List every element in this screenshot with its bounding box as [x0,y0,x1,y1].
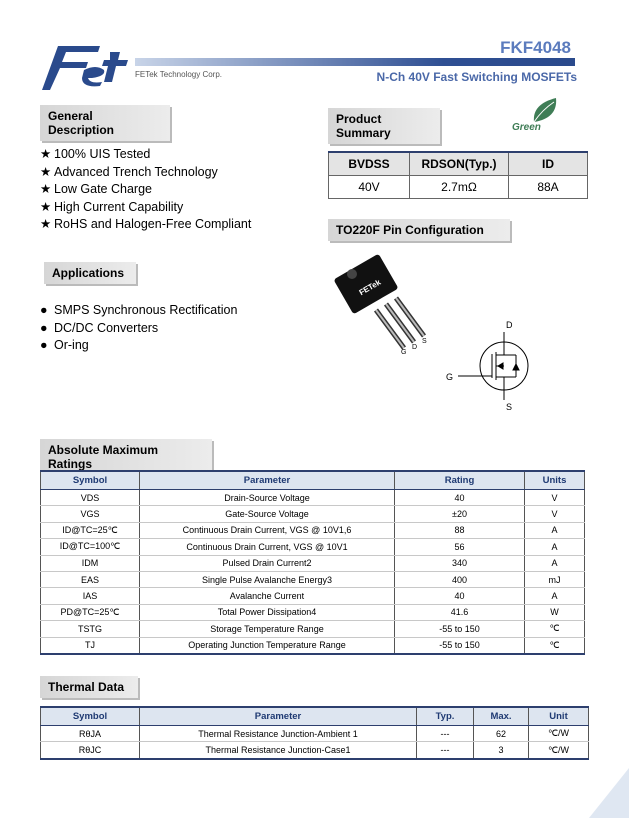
drain-label: D [506,320,513,330]
star-icon: ★ [40,217,52,231]
table-cell-parameter: Gate-Source Voltage [140,506,395,522]
table-cell-units: ℃ [525,637,585,654]
list-item: ● SMPS Synchronous Rectification [40,302,237,320]
source-label: S [506,402,513,412]
table-row [41,555,585,571]
table-cell-units: A [525,522,585,538]
absolute-max-title: Absolute Maximum Ratings [40,439,212,475]
table-cell-symbol: ID@TC=100℃ [41,539,140,555]
table-row [41,742,589,759]
thermal-data-title: Thermal Data [40,676,138,698]
star-icon: ★ [40,182,52,196]
table-cell-typ: --- [417,742,474,759]
table-row [41,506,585,522]
list-item: ● DC/DC Converters [40,320,237,338]
pin-d-label: D [412,344,418,351]
list-item: ● Or-ing [40,337,237,355]
list-item: ★ High Current Capability [40,199,251,217]
table-cell-symbol: VGS [41,506,140,522]
header-bar [135,58,575,66]
summary-value: 2.7mΩ [410,176,509,199]
table-cell-parameter: Continuous Drain Current, VGS @ 10V1 [140,539,395,555]
table-row [41,588,585,604]
table-cell-units: V [525,506,585,522]
table-row [41,539,585,555]
table-row [41,571,585,587]
table-cell-rating: 40 [395,588,525,604]
table-cell-units: A [525,539,585,555]
fetek-logo [40,40,135,92]
summary-value: 40V [329,176,410,199]
table-cell-symbol: TJ [41,637,140,654]
table-cell-rating: 41.6 [395,604,525,620]
table-cell-units: A [525,588,585,604]
applications-list [40,302,237,355]
product-subtitle: N-Ch 40V Fast Switching MOSFETs [376,70,577,84]
table-row [41,604,585,620]
table-cell-max: 3 [474,742,529,759]
table-cell-rating: 56 [395,539,525,555]
absolute-max-table [40,470,585,655]
summary-header: BVDSS [329,152,410,176]
star-icon: ★ [40,147,52,161]
product-summary-table [328,151,588,199]
list-item: ★ 100% UIS Tested [40,146,251,164]
list-item: ★ Advanced Trench Technology [40,164,251,182]
table-cell-parameter: Operating Junction Temperature Range [140,637,395,654]
column-header: Parameter [140,707,417,726]
summary-header: ID [509,152,588,176]
list-item: ★ RoHS and Halogen-Free Compliant [40,216,251,234]
table-cell-symbol: TSTG [41,621,140,637]
table-cell-symbol: VDS [41,490,140,506]
table-row [41,522,585,538]
table-cell-unit: ℃/W [529,726,589,742]
table-cell-units: A [525,555,585,571]
star-icon: ★ [40,199,52,214]
table-cell-rating: 40 [395,490,525,506]
thermal-data-table [40,706,589,760]
page-corner-fold [589,768,629,818]
table-cell-parameter: Thermal Resistance Junction-Ambient 1 [140,726,417,742]
general-description-title: General Description [40,105,170,141]
table-cell-typ: --- [417,726,474,742]
column-header: Symbol [41,471,140,490]
table-cell-symbol: PD@TC=25℃ [41,604,140,620]
table-cell-symbol: RθJA [41,726,140,742]
table-cell-parameter: Thermal Resistance Junction-Case1 [140,742,417,759]
pin-config-title: TO220F Pin Configuration [328,219,510,241]
star-icon: ★ [40,164,52,179]
table-cell-parameter: Total Power Dissipation4 [140,604,395,620]
bullet-icon: ● [40,320,48,335]
table-cell-symbol: RθJC [41,742,140,759]
company-name: FETek Technology Corp. [135,70,223,79]
table-cell-parameter: Drain-Source Voltage [140,490,395,506]
green-label: Green [512,122,541,133]
table-cell-symbol: IAS [41,588,140,604]
bullet-icon: ● [40,338,48,352]
pin-s-label: S [422,338,427,345]
table-cell-parameter: Single Pulse Avalanche Energy3 [140,571,395,587]
pin-configuration-diagram [328,252,588,422]
table-cell-units: ℃ [525,621,585,637]
table-row [41,726,589,742]
bullet-icon: ● [40,303,48,317]
table-cell-parameter: Pulsed Drain Current2 [140,555,395,571]
column-header: Max. [474,707,529,726]
table-cell-rating: ±20 [395,506,525,522]
table-row [41,637,585,654]
mosfet-symbol-icon [458,332,528,400]
table-cell-rating: 400 [395,571,525,587]
features-list [40,146,251,234]
table-cell-units: W [525,604,585,620]
table-cell-parameter: Storage Temperature Range [140,621,395,637]
table-cell-symbol: IDM [41,555,140,571]
summary-value: 88A [509,176,588,199]
table-cell-rating: -55 to 150 [395,621,525,637]
table-cell-symbol: ID@TC=25℃ [41,522,140,538]
table-cell-units: V [525,490,585,506]
table-cell-rating: -55 to 150 [395,637,525,654]
column-header: Parameter [140,471,395,490]
product-summary-title: Product Summary [328,108,440,144]
table-row [41,490,585,506]
pin-g-label: G [401,349,407,356]
table-cell-max: 62 [474,726,529,742]
column-header: Symbol [41,707,140,726]
table-cell-unit: ℃/W [529,742,589,759]
column-header: Units [525,471,585,490]
table-cell-rating: 88 [395,522,525,538]
table-cell-units: mJ [525,571,585,587]
table-row [41,621,585,637]
package-label: FETek [357,277,383,298]
applications-title: Applications [44,262,136,284]
to220f-package-icon [333,254,424,348]
column-header: Unit [529,707,589,726]
table-cell-symbol: EAS [41,571,140,587]
part-number: FKF4048 [500,38,571,57]
column-header: Typ. [417,707,474,726]
table-cell-rating: 340 [395,555,525,571]
summary-header: RDSON(Typ.) [410,152,509,176]
gate-label: G [446,372,454,382]
column-header: Rating [395,471,525,490]
table-cell-parameter: Continuous Drain Current, VGS @ 10V1,6 [140,522,395,538]
green-leaf-icon [512,96,562,134]
table-cell-parameter: Avalanche Current [140,588,395,604]
list-item: ★ Low Gate Charge [40,181,251,199]
